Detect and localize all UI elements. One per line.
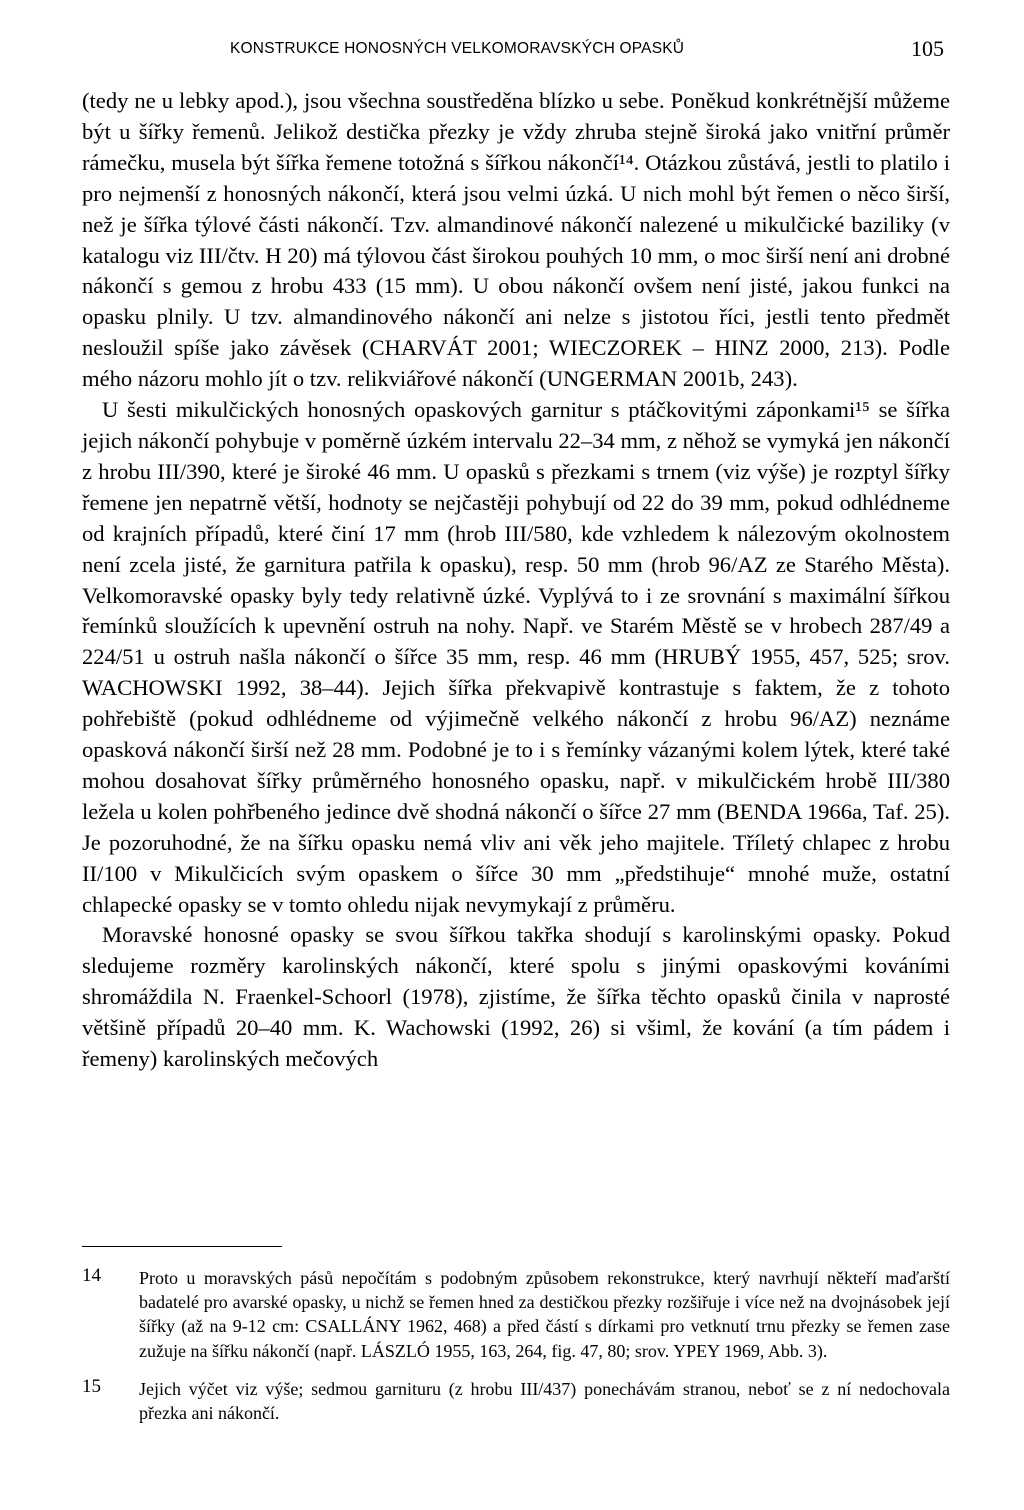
footnote-number: 15 [82,1375,101,1397]
footnote-text: Proto u moravských pásů nepočítám s podobným způsobem rekonstrukce, který navrhují někteří maďarští badatelé pro avarské opasky, u nichž se řemen hned za destičkou přezky rozšiřuje i více než na dvojnásobek její šířky (až na 9-12 cm: CSALLÁNY 1962, 468) a před částí s dírkami pro vetknutí trnu přezky se řemen zase zužuje na šířku nákončí (např. LÁSZLÓ 1955, 163, 264, fig. 47, 80; srov. YPEY 1969, Abb. 3). [139,1268,950,1361]
footnote-number: 14 [82,1265,101,1286]
running-head: KONSTRUKCE HONOSNÝCH VELKOMORAVSKÝCH OPASKŮ [230,40,685,57]
footnote [82,1266,950,1363]
body-text [82,86,950,1075]
footnote-text: Jejich výčet viz výše; sedmou garnituru (z hrobu III/437) ponechávám stranou, neboť se z ní nedochovala přezka ani nákončí. [139,1378,950,1424]
paragraph: U šesti mikulčických honosných opaskových garnitur s ptáčkovitými záponkami¹⁵ se šířka jejich nákončí pohybuje v poměrně úzkém intervalu 22–34 mm, z něhož se vymyká jen nákončí z hrobu III/390, které je široké 46 mm. U opasků s přezkami s trnem (viz výše) je rozptyl šířky řemene jen nepatrně větší, hodnoty se nejčastěji pohybují od 22 do 39 mm, pokud odhlédneme od krajních případů, které činí 17 mm (hrob III/580, kde vzhledem k nálezovým okolnostem není zcela jisté, že garnitura patřila k opasku), resp. 50 mm (hrob 96/AZ ze Starého Města). Velkomoravské opasky byly tedy relativně úzké. Vyplývá to i ze srovnání s maximální šířkou řemínků sloužících k upevnění ostruh na nohy. Např. ve Starém Městě se v hrobech 287/49 a 224/51 u ostruh našla nákončí o šířce 35 mm, resp. 46 mm (HRUBÝ 1955, 457, 525; srov. WACHOWSKI 1992, 38–44). Jejich šířka překvapivě kontrastuje s faktem, že z tohoto pohřebiště (pokud odhlédneme od výjimečně velkého nákončí z hrobu 96/AZ) neznáme opasková nákončí širší než 28 mm. Podobné je to i s řemínky vázanými kolem lýtek, které také mohou dosahovat šířky průměrného honosného opasku, např. v mikulčickém hrobě III/380 ležela u kolen pohřbeného jedince dvě shodná nákončí o šířce 27 mm (BENDA 1966a, Taf. 25). Je pozoruhodné, že na šířku opasku nemá vliv ani věk jeho majitele. Tříletý chlapec z hrobu II/100 v Mikulčicích svým opaskem o šířce 30 mm „předstihuje“ mnohé muže, ostatní chlapecké opasky se v tomto ohledu nijak nevymykají z průměru. [82,397,950,917]
page-header [82,36,950,66]
page-number: 105 [911,36,944,61]
paragraph: Moravské honosné opasky se svou šířkou takřka shodují s karolinskými opasky. Pokud sledujeme rozměry karolinských nákončí, které spolu s jinými opaskovými kováními shromáždila N. Fraenkel-Schoorl (1978), zjistíme, že šířka těchto opasků činila v naprosté většině případů 20–40 mm. K. Wachowski (1992, 26) si všiml, že kování (a tím pádem i řemeny) karolinských mečových [82,922,950,1072]
footnotes [82,1266,950,1439]
paragraph: (tedy ne u lebky apod.), jsou všechna soustředěna blízko u sebe. Poněkud konkrétnější můžeme být u šířky řemenů. Jelikož destička přezky je vždy zhruba stejně široká jako vnitřní průměr rámečku, musela být šířka řemene totožná s šířkou nákončí¹⁴. Otázkou zůstává, jestli to platilo i pro nejmenší z honosných nákončí, která jsou velmi úzká. U nich mohl být řemen o něco širší, než je šířka týlové části nákončí. Tzv. almandinové nákončí nalezené u mikulčické baziliky (v katalogu viz III/čtv. H 20) má týlovou část širokou pouhých 10 mm, o moc širší není ani drobné nákončí s gemou z hrobu 433 (15 mm). U obou nákončí ovšem není jisté, jakou funkci na opasku plnily. U tzv. almandinového nákončí ani nelze s jistotou říci, jestli tento předmět nesloužil spíše jako závěsek (CHARVÁT 2001; WIECZOREK – HINZ 2000, 213). Podle mého názoru mohlo jít o tzv. relikviářové nákončí (UNGERMAN 2001b, 243). [82,88,950,392]
footnote-divider [82,1246,282,1247]
footnote [82,1377,950,1425]
